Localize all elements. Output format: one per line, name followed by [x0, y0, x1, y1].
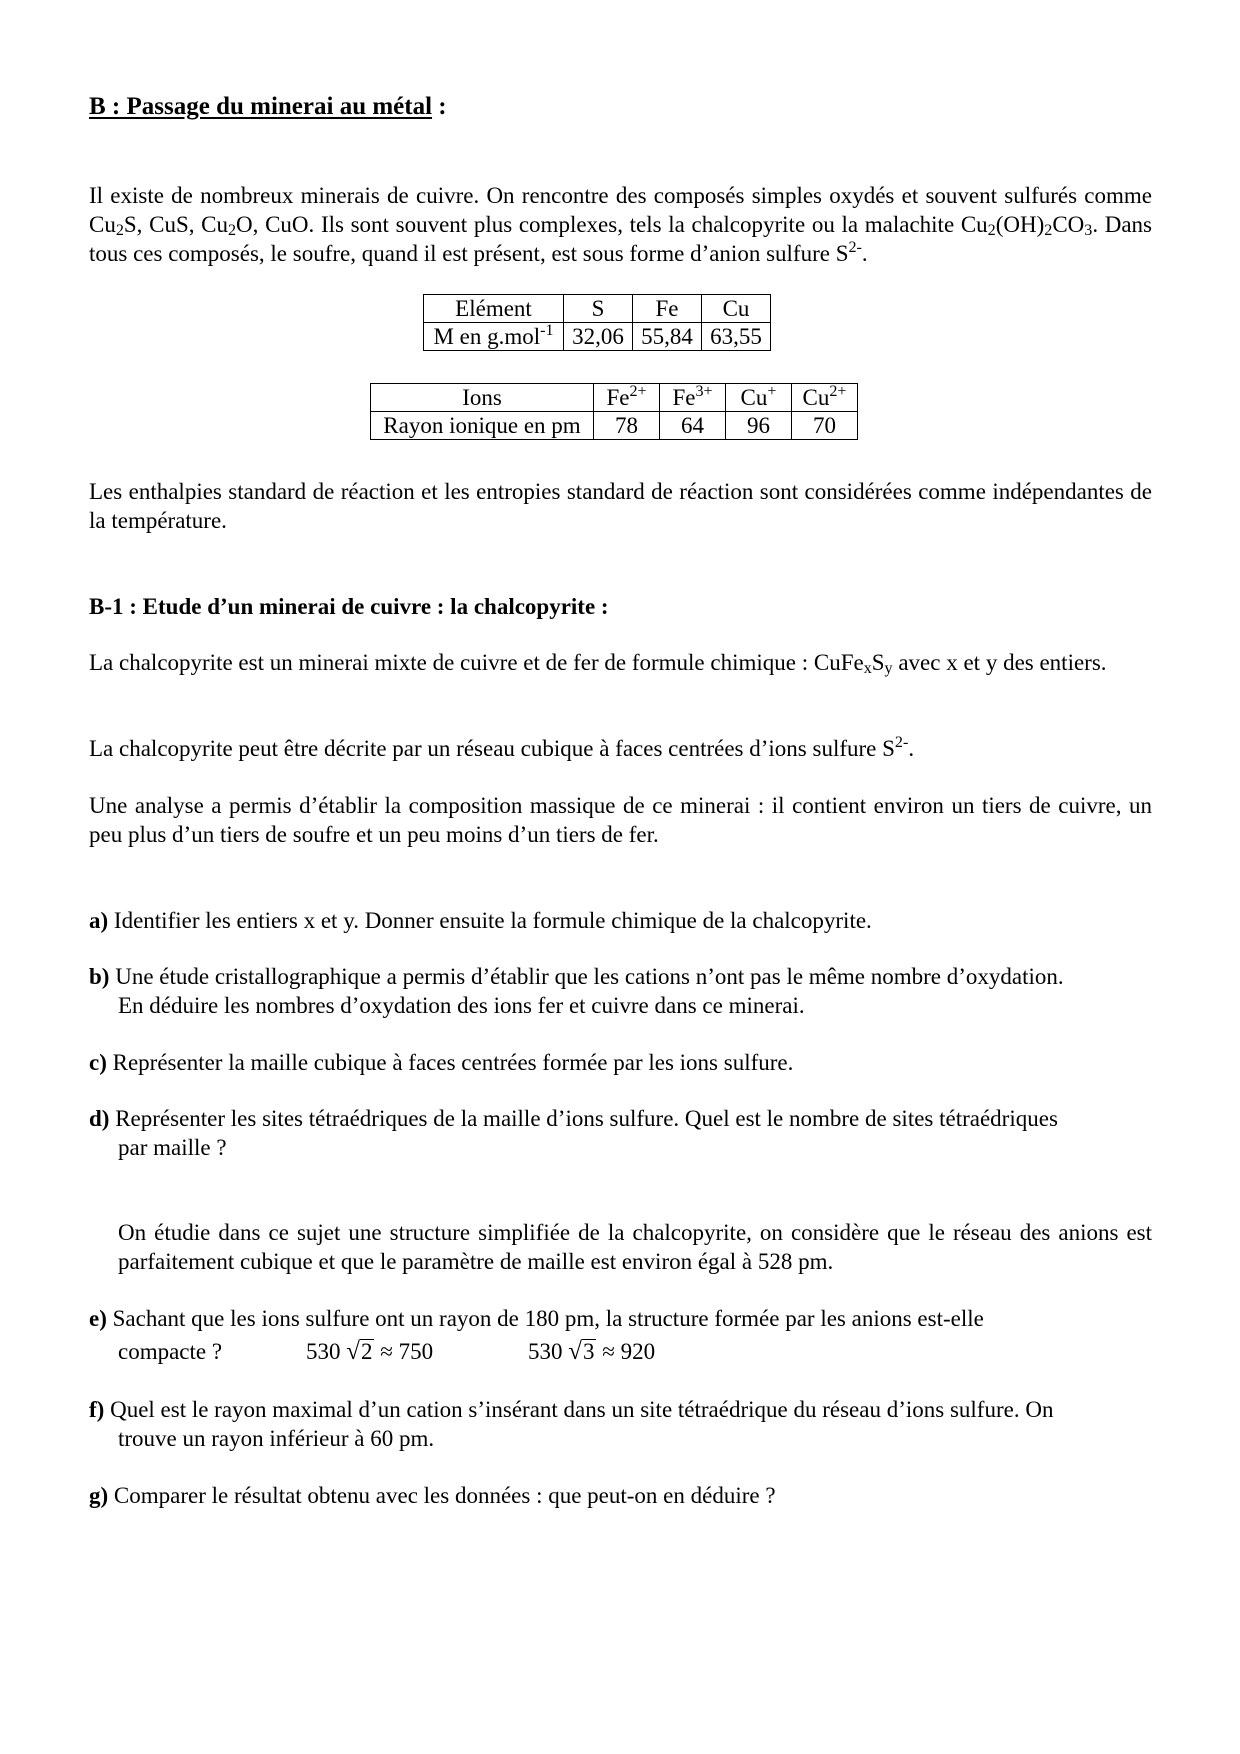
ionic-radius-table	[370, 383, 858, 440]
table-cell: $Cu^{2+}$	[792, 384, 858, 412]
equation-sqrt2: 530 √2 ≈ 750	[306, 1338, 434, 1365]
table-cell: 64	[660, 412, 726, 440]
table-cell: Cu+	[726, 384, 792, 412]
table-row	[424, 323, 771, 351]
table-header-cell: Elément	[424, 295, 564, 323]
table-cell: 96	[726, 412, 792, 440]
b1-heading: B-1 : Etude d’un minerai de cuivre : la chalcopyrite :	[89, 594, 609, 619]
table-cell: $Fe^{3+}$	[660, 384, 726, 412]
question-a: a) Identifier les entiers x et y. Donner ensuite la formule chimique de la chalcopyrite.	[89, 908, 872, 933]
question-b: b) Une étude cristallographique a permis d’établir que les cations n’ont pas le même nombre d’oxydation. En déduire les nombres d’oxydation des ions fer et cuivre dans ce minerai.	[89, 964, 1064, 1018]
table-cell: 55,84	[633, 323, 702, 351]
enthalpy-note: Les enthalpies standard de réaction et les entropies standard de réaction sont considérées comme indépendantes de la température.	[89, 479, 1152, 533]
section-heading: B : Passage du minerai au métal :	[89, 93, 447, 120]
table-row	[371, 412, 858, 440]
document-page	[89, 0, 1152, 1754]
question-c: c) Représenter la maille cubique à faces centrées formée par les ions sulfure.	[89, 1050, 794, 1075]
table-cell: 63,55	[702, 323, 771, 351]
table-cell: 78	[594, 412, 660, 440]
table-cell: Fe	[633, 295, 702, 323]
intro-paragraph: Il existe de nombreux minerais de cuivre. On rencontre des composés simples oxydés et souvent sulfurés comme $Cu_2S$, CuS, $Cu_2O$, CuO. Ils sont souvent plus complexes, tels la chalcopyrite ou la malachite $Cu_2(OH)_2CO_3$. Dans tous ces composés, le soufre, quand il est présent, est sous forme d’anion sulfure $S^{2-}$.	[89, 183, 1152, 266]
table-cell: S	[564, 295, 633, 323]
table-header-cell: Rayon ionique en pm	[371, 412, 594, 440]
table-cell: $Fe^{2+}$	[594, 384, 660, 412]
table-row	[424, 295, 771, 323]
question-d: d) Représenter les sites tétraédriques de la maille d’ions sulfure. Quel est le nombre de sites tétraédriques par maille ?	[89, 1106, 1058, 1160]
structure-note: On étudie dans ce sujet une structure simplifiée de la chalcopyrite, on considère que le réseau des anions est parfaitement cubique et que le paramètre de maille est environ égal à 528 pm.	[118, 1220, 1152, 1274]
question-g: g) Comparer le résultat obtenu avec les données : que peut-on en déduire ?	[89, 1483, 776, 1508]
question-f: f) Quel est le rayon maximal d’un cation s’insérant dans un site tétraédrique du réseau d’ions sulfure. On trouve un rayon inférieur à 60 pm.	[89, 1397, 1054, 1451]
table-cell: 70	[792, 412, 858, 440]
equation-sqrt3: 530 √3 ≈ 920	[528, 1338, 656, 1365]
question-e: e) Sachant que les ions sulfure ont un rayon de 180 pm, la structure formée par les anions est-elle compacte ? 530 √2 ≈ 750 530 √3 ≈ 920	[89, 1306, 984, 1365]
table-header-cell: M en g.mol$^{-1}$	[424, 323, 564, 351]
b1-paragraph-analysis: Une analyse a permis d’établir la composition massique de ce minerai : il contient environ un tiers de cuivre, un peu plus d’un tiers de soufre et un peu moins d’un tiers de fer.	[89, 793, 1152, 847]
table-cell: 32,06	[564, 323, 633, 351]
b1-paragraph-formula: La chalcopyrite est un minerai mixte de cuivre et de fer de formule chimique : $CuFe_xS_y$ avec x et y des entiers.	[89, 650, 1107, 677]
table-cell: Cu	[702, 295, 771, 323]
table-header-cell: Ions	[371, 384, 594, 412]
molar-mass-table	[423, 294, 771, 351]
table-row	[371, 384, 858, 412]
b1-paragraph-lattice: La chalcopyrite peut être décrite par un réseau cubique à faces centrées d’ions sulfure $S^{2-}$.	[89, 734, 915, 761]
